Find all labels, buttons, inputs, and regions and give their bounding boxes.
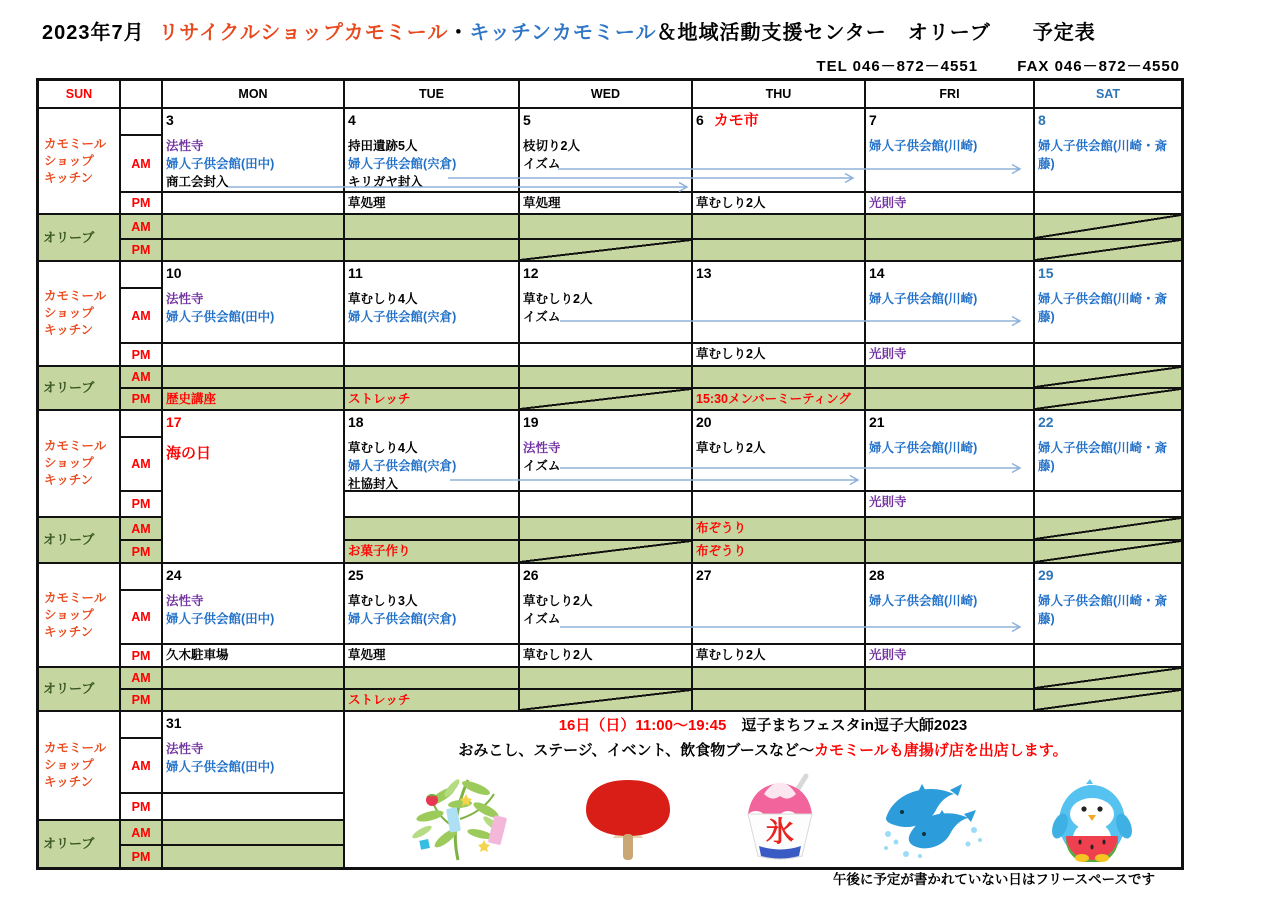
olive-am-cell [519,517,692,540]
am-label: AM [120,590,162,644]
day-pm-cell [865,491,1034,517]
am-label: AM [120,738,162,793]
day-am-cell [519,563,692,644]
shop-label-line: カモミール [44,136,107,151]
date-label: 3 [166,112,174,128]
olive-pm-cell [865,388,1034,410]
title-month: 2023年7月 [42,22,145,44]
day-am-cell [1034,108,1182,192]
date-label: 26 [523,567,539,583]
shop-section-label [38,410,120,517]
event-text: 法性寺 [166,594,204,608]
olive-pm-cell [865,540,1034,563]
olive-pm-cell [344,388,519,410]
olive-pm-cell [162,845,344,868]
event-text: 婦人子供会館(田中) [166,157,275,171]
date-label: 19 [523,414,539,430]
event-text: 婦人子供会館(宍倉) [348,157,457,171]
shop-label-line: カモミール [44,590,107,605]
event-text: 草むしり4人 [348,292,418,306]
olive-am-cell-closed [1034,517,1182,540]
olive-am-cell [692,517,865,540]
day-pm-cell [344,343,519,366]
date-label: 24 [166,567,182,583]
olive-am-cell [692,214,865,239]
title-rest: ＆地域活動支援センター オリーブ 予定表 [656,22,1096,44]
event-text: 婦人子供会館(川崎) [869,139,978,153]
olive-section-label: オリーブ [38,820,120,868]
olive-pm-label: PM [120,845,162,868]
pm-label: PM [120,491,162,517]
olive-pm-cell-closed [1034,239,1182,261]
shop-label-line: カモミール [44,289,107,303]
olive-pm-cell-closed [1034,540,1182,563]
day-header-sat: SAT [1034,80,1182,108]
shop-label-line: ショップ [44,153,94,168]
event-text: 久木駐車場 [166,648,229,662]
olive-section-label: オリーブ [38,214,120,261]
shop-section-label [38,261,120,366]
day-am-cell [865,410,1034,491]
day-am-cell [519,108,692,192]
shop-label-line: キッチン [44,170,94,185]
shop-section-label [38,563,120,667]
ampm-spacer [120,563,162,590]
day-am-cell [344,563,519,644]
shop-section-label [38,711,120,820]
contact-line [816,55,1180,76]
pm-label: PM [120,343,162,366]
date-label: 5 [523,112,531,128]
event-text: 枝切り2人 [523,139,580,153]
date-label: 10 [166,265,182,281]
shop-label-line: ショップ [44,758,94,772]
event-text: 草むしり3人 [348,594,418,608]
announcement-event-name: 逗子まちフェスタin逗子大師2023 [726,717,968,734]
event-text: 草むしり2人 [523,648,593,662]
event-text: お菓子作り [348,544,411,558]
olive-am-cell [162,214,344,239]
pm-label: PM [120,644,162,667]
day-am-cell [1034,410,1182,491]
olive-am-cell [344,366,519,388]
olive-am-cell [865,214,1034,239]
day-pm-cell [865,644,1034,667]
date-label: 4 [348,112,356,128]
shop-label-line: ショップ [44,306,94,320]
day-am-cell [344,261,519,343]
shop-label-line: カモミール [44,741,107,755]
day-pm-cell [344,491,519,517]
olive-am-cell [162,366,344,388]
event-text: 草処理 [348,648,386,662]
date-label: 13 [696,265,712,281]
olive-am-cell [344,214,519,239]
olive-am-cell [692,366,865,388]
olive-pm-cell-closed [519,689,692,711]
olive-pm-cell [162,689,344,711]
event-text: 婦人子供会館(川崎) [869,292,978,306]
event-text: 布ぞうり [696,521,747,535]
schedule-table [36,78,1184,870]
date-label: 14 [869,265,885,281]
footnote: 午後に予定が書かれていない日はフリースペースです [832,872,1155,887]
date-label: 20 [696,414,712,430]
event-text: 婦人子供会館(宍倉) [348,459,457,473]
title-kitchen: キッチンカモミール [469,22,657,44]
ampm-spacer [120,108,162,135]
ampm-spacer [120,410,162,437]
day-am-cell [162,563,344,644]
shaved-ice-icon [736,772,824,862]
date-label: 8 [1038,112,1046,128]
olive-pm-cell [162,388,344,410]
event-text: 草処理 [523,196,561,210]
announcement-datetime: 16日（日）11:00～19:45 [558,717,727,734]
event-text: イズム [523,612,561,626]
event-text: 光則寺 [869,347,907,361]
day-am-cell [692,563,865,644]
day-am-cell [162,261,344,343]
day-am-cell [865,108,1034,192]
title-separator: ・ [448,22,470,44]
event-text: 社協封入 [348,477,399,491]
day-am-cell [865,261,1034,343]
olive-pm-cell [344,689,519,711]
date-label: 7 [869,112,877,128]
shop-label-line: ショップ [44,456,94,470]
day-pm-cell [1034,343,1182,366]
tanabata-bamboo-icon [396,774,521,862]
dolphins-icon [876,776,994,862]
event-text: 婦人子供会館(川崎) [869,594,978,608]
day-pm-cell [162,793,344,820]
day-pm-cell [865,192,1034,214]
shop-section-label [38,108,120,214]
event-text: 持田遺跡5人 [348,139,418,153]
olive-pm-label: PM [120,239,162,261]
event-text: 草むしり2人 [696,347,766,361]
olive-am-cell [865,667,1034,689]
olive-section-label: オリーブ [38,366,120,410]
date-label: 31 [166,715,182,731]
olive-am-cell [344,517,519,540]
olive-pm-cell [692,239,865,261]
day-am-cell [344,410,519,491]
event-text: 商工会封入 [166,175,229,189]
day-header-thu: THU [692,80,865,108]
event-text: 草処理 [348,196,386,210]
date-label: 22 [1038,414,1054,430]
day-pm-cell [865,343,1034,366]
olive-am-cell [162,820,344,845]
day-header-sun: SUN [38,80,120,108]
event-text: 光則寺 [869,495,907,509]
event-text: 15:30メンバーミーティング [696,392,851,406]
day-header-mon: MON [162,80,344,108]
event-text: イズム [523,310,561,324]
day-pm-cell [519,192,692,214]
event-text: 光則寺 [869,196,907,210]
day-pm-cell [1034,644,1182,667]
event-text: 婦人子供会館(宍倉) [348,612,457,626]
day-header-tue: TUE [344,80,519,108]
olive-section-label: オリーブ [38,517,120,563]
festival-announcement [344,711,1182,868]
olive-pm-cell-closed [519,239,692,261]
shop-label-line: カモミール [44,439,107,453]
olive-pm-cell-closed [1034,388,1182,410]
olive-am-cell [865,517,1034,540]
event-text: キリガヤ封入 [348,175,423,189]
announcement-highlight: カモミールも唐揚げ店を出店します。 [814,742,1068,759]
decoration-row [348,760,1178,866]
olive-am-label: AM [120,820,162,845]
date-label: 29 [1038,567,1054,583]
olive-pm-cell [865,689,1034,711]
shop-label-line: ショップ [44,607,94,622]
holiday-name: 海の日 [166,445,212,462]
day-pm-cell [692,343,865,366]
ampm-spacer [120,711,162,738]
olive-am-cell [344,667,519,689]
event-text: 婦人子供会館(川崎・斎藤) [1038,292,1168,324]
event-text: 草むしり2人 [696,441,766,455]
day-pm-cell [692,644,865,667]
day-header-fri: FRI [865,80,1034,108]
olive-am-cell-closed [1034,667,1182,689]
olive-pm-cell [162,239,344,261]
event-text: 草むしり2人 [696,196,766,210]
olive-pm-label: PM [120,540,162,563]
olive-pm-cell [692,388,865,410]
date-label: 17 [166,414,182,430]
event-text: 草むしり4人 [348,441,418,455]
olive-pm-cell [344,239,519,261]
olive-am-label: AM [120,366,162,388]
olive-section-label: オリーブ [38,667,120,711]
date-label: 21 [869,414,885,430]
day-am-cell [1034,563,1182,644]
date-label: 15 [1038,265,1054,281]
tel-number: TEL 046－872－4551 [816,58,979,75]
am-label: AM [120,135,162,192]
day-pm-cell [692,491,865,517]
olive-pm-cell [865,239,1034,261]
olive-am-cell-closed [1034,366,1182,388]
event-text: 法性寺 [166,139,204,153]
fax-number: FAX 046－872－4550 [1017,58,1180,75]
pm-label: PM [120,192,162,214]
day-am-cell [692,410,865,491]
shop-label-line: キッチン [44,624,94,639]
olive-pm-cell-closed [1034,689,1182,711]
olive-pm-label: PM [120,388,162,410]
event-text: 法性寺 [166,292,204,306]
day-am-cell [1034,261,1182,343]
day-pm-cell [162,192,344,214]
date-label: 6 カモ市 [696,112,759,129]
date-label: 12 [523,265,539,281]
date-label: 18 [348,414,364,430]
announcement-line2 [348,742,1178,760]
day-pm-cell [519,491,692,517]
event-text: 婦人子供会館(川崎・斎藤) [1038,594,1168,626]
ice-kanji: 氷 [765,816,794,847]
day-am-cell [519,410,692,491]
event-text: ストレッチ [348,392,411,406]
date-label: 28 [869,567,885,583]
date-label: 11 [348,265,363,281]
shop-label-line: キッチン [44,323,94,337]
date-label: 27 [696,567,712,583]
olive-am-cell [519,214,692,239]
event-text: 歴史講座 [166,392,217,406]
event-text: 布ぞうり [696,544,747,558]
olive-am-label: AM [120,667,162,689]
event-text: イズム [523,459,561,473]
am-label: AM [120,288,162,343]
event-text: 草むしり2人 [523,292,593,306]
day-pm-cell [519,343,692,366]
holiday-cell [162,410,344,563]
announcement-line1 [348,717,1178,735]
day-am-cell [344,108,519,192]
day-am-cell [692,108,865,192]
olive-pm-cell [344,540,519,563]
ampm-spacer [120,261,162,288]
day-header-wed: WED [519,80,692,108]
event-text: 婦人子供会館(田中) [166,760,275,774]
olive-pm-cell [692,540,865,563]
day-am-cell [692,261,865,343]
shop-label-line: キッチン [44,473,94,487]
olive-am-cell [162,667,344,689]
day-pm-cell [519,644,692,667]
event-text: 婦人子供会館(川崎) [869,441,978,455]
olive-am-cell [865,366,1034,388]
event-text: 草むしり2人 [523,594,593,608]
event-text: 婦人子供会館(宍倉) [348,310,457,324]
date-note: カモ市 [713,112,759,129]
page-title [42,16,1096,45]
day-pm-cell [344,192,519,214]
shop-label-line: キッチン [44,775,94,789]
announcement-detail: おみこし、ステージ、イベント、飲食物ブースなど～ [458,742,815,759]
event-text: 光則寺 [869,648,907,662]
day-pm-cell [344,644,519,667]
olive-am-cell [519,667,692,689]
olive-pm-label: PM [120,689,162,711]
olive-am-cell [519,366,692,388]
event-text: イズム [523,157,561,171]
title-recycle-shop: リサイクルショップカモミール [158,22,449,44]
day-pm-cell [692,192,865,214]
day-am-cell [865,563,1034,644]
day-pm-cell [162,343,344,366]
olive-am-label: AM [120,517,162,540]
olive-am-label: AM [120,214,162,239]
olive-am-cell-closed [1034,214,1182,239]
event-text: 法性寺 [523,441,561,455]
event-text: 草むしり2人 [696,648,766,662]
uchiwa-fan-icon [573,776,683,862]
day-am-cell [162,108,344,192]
day-header-empty [120,80,162,108]
date-label: 25 [348,567,364,583]
olive-pm-cell-closed [519,540,692,563]
event-text: 婦人子供会館(田中) [166,612,275,626]
am-label: AM [120,437,162,491]
olive-pm-cell-closed [519,388,692,410]
pm-label: PM [120,793,162,820]
event-text: 法性寺 [166,742,204,756]
event-text: 婦人子供会館(川崎・斎藤) [1038,139,1168,171]
penguin-watermelon-icon [1046,778,1138,862]
day-pm-cell [162,644,344,667]
event-text: 婦人子供会館(川崎・斎藤) [1038,441,1168,473]
day-am-cell [162,711,344,793]
event-text: 婦人子供会館(田中) [166,310,275,324]
event-text: ストレッチ [348,693,411,707]
olive-pm-cell [692,689,865,711]
day-pm-cell [1034,491,1182,517]
olive-am-cell [692,667,865,689]
day-am-cell [519,261,692,343]
day-pm-cell [1034,192,1182,214]
